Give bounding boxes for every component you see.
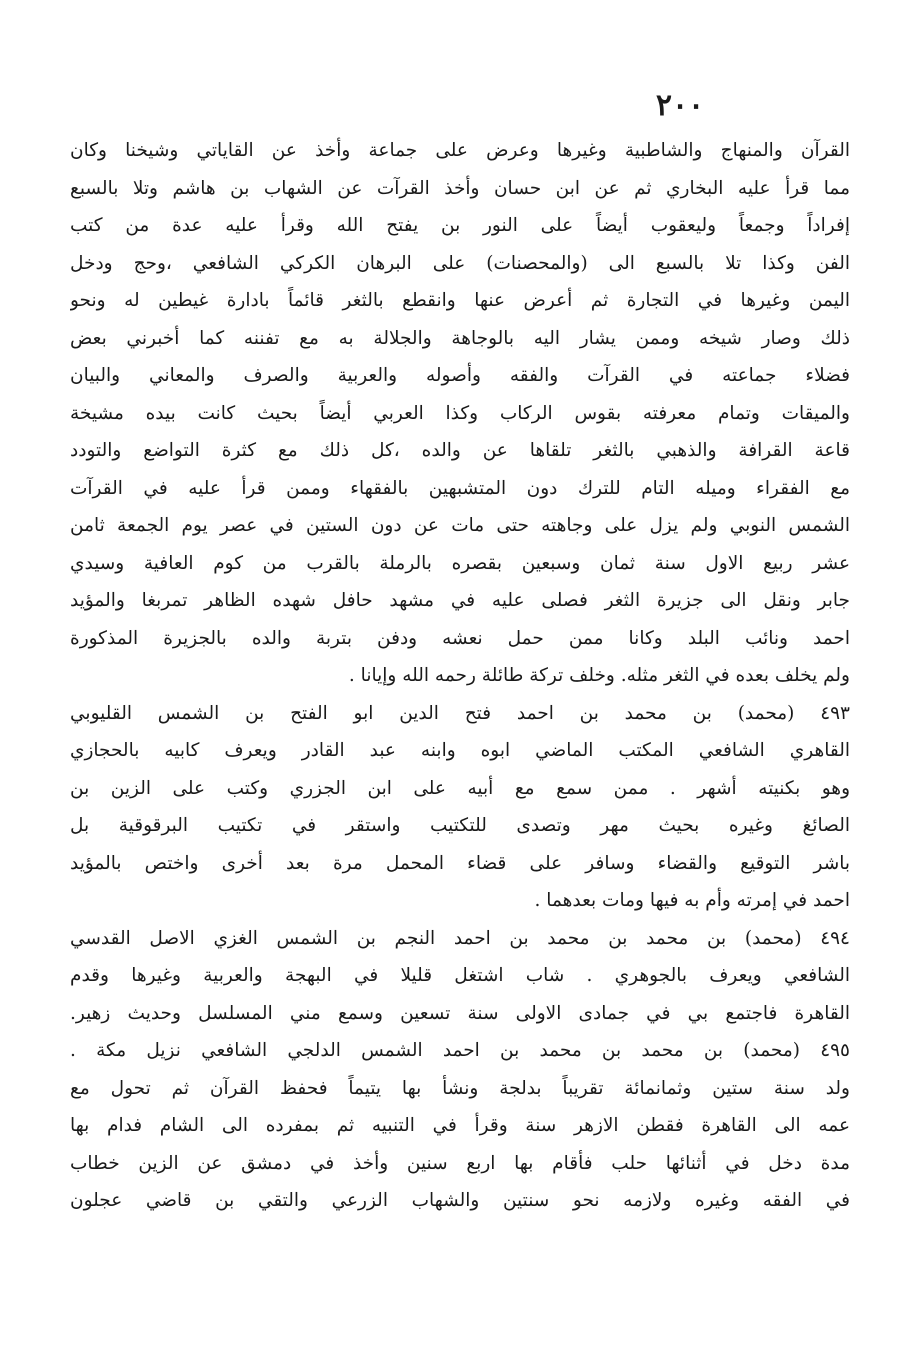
text-line: القرآن والمنهاج والشاطبية وغيرها وعرض على جماعة وأخذ عن القاياتي وشيخنا وكان [70,140,850,161]
text-line: ٤٩٥ (محمد) بن محمد بن محمد بن احمد الشمس الدلجي الشافعي نزيل مكة . [70,1040,850,1061]
text-line: عشر ربيع الاول سنة ثمان وسبعين بقصره بالرملة بالقرب من كوم العافية وسيدي [70,552,850,574]
text-line: ٤٩٣ (محمد) بن محمد بن احمد فتح الدين ابو الفتح بن الشمس القليوبي [70,702,850,724]
text-line: ولد سنة ستين وثمانمائة تقريباً بدلجة ونشأ بها يتيماً فحفظ القرآن ثم تحول مع [70,1077,850,1099]
text-line: إفراداً وجمعاً وليعقوب أيضاً على النور بن يفتح الله وقرأ عليه عدة من كتب [70,215,850,236]
text-line: الصائغ وغيره بحيث مهر وتصدى للتكتيب واستقر في تكتيب البرقوقية بل [70,815,850,836]
text-line: عمه الى القاهرة فقطن الازهر سنة وقرأ في التنبيه ثم بمفرده الى الشام فدام بها [70,1115,850,1136]
text-line: القاهرة فاجتمع بي في جمادى الاولى سنة تسعين وسمع مني المسلسل وحديث زهير. [70,1002,850,1024]
text-line: الشمس النوبي ولم يزل على وجاهته حتى مات عن دون الستين في عصر يوم الجمعة ثامن [70,515,850,536]
text-line: مدة دخل في أثنائها حلب فأقام بها اربع سنين وأخذ في دمشق عن الزين خطاب [70,1152,850,1174]
text-line: ذلك وصار شيخه وممن يشار اليه بالوجاهة والجلالة به مع تفننه كما أخبرني بعض [70,327,850,349]
page-number: ٢٠٠ [655,88,705,123]
text-line: الشافعي ويعرف بالجوهري . شاب اشتغل قليلا في البهجة والعربية وغيرها وقدم [70,965,850,986]
text-line: وهو بكنيته أشهر . ممن سمع مع أبيه على ابن الجزري وكتب على الزين بن [70,777,850,799]
text-line: ولم يخلف بعده في الثغر مثله. وخلف تركة طائلة رحمه الله وإيانا . [348,665,850,686]
text-line: ٤٩٤ (محمد) بن محمد بن محمد بن احمد النجم بن الشمس الغزي الاصل القدسي [70,927,850,949]
text-line: اليمن وغيرها في التجارة ثم أعرض عنها وانقطع بالثغر قائماً بادارة غيطين له ونحو [70,290,850,311]
text-line: والميقات وتمام معرفته بقوس الركاب وكذا العربي أيضاً بحيث كانت بيده مشيخة [70,402,850,424]
text-line: القاهري الشافعي المكتب الماضي ابوه وابنه عبد القادر ويعرف كابيه بالحجازي [70,740,850,761]
text-line: احمد في إمرته وأم به فيها ومات بعدهما . [534,890,850,911]
text-line: الفن وكذا تلا بالسبع الى (والمحصنات) على البرهان الكركي الشافعي ،وحج ودخل [70,252,850,274]
text-line: فضلاء جماعته في القرآت والفقه وأصوله والعربية والصرف والمعاني والبيان [70,365,850,386]
text-line: مع الفقراء وميله التام للترك دون المتشبهين بالفقهاء وممن قرأ عليه في القرآت [70,477,850,499]
text-line: في الفقه وغيره ولازمه نحو سنتين والشهاب الزرعي والتقي بن قاضي عجلون [70,1190,850,1211]
text-line: احمد ونائب البلد وكانا ممن حمل نعشه ودفن بتربة والده بالجزيرة المذكورة [70,627,850,649]
page-text-body [70,132,850,1220]
text-line: قاعة القرافة والذهبي بالثغر تلقاها عن والده ،كل ذلك مع كثرة التواضع والتودد [70,440,850,461]
text-line: جابر ونقل الى جزيرة الثغر فصلى عليه في مشهد حافل شهده الظاهر تمربغا والمؤيد [70,590,850,611]
text-line: باشر التوقيع والقضاء وسافر على قضاء المحمل مرة بعد أخرى واختص بالمؤيد [70,852,850,874]
text-line: مما قرأ عليه البخاري ثم عن ابن حسان وأخذ القرآت عن الشهاب بن هاشم وتلا بالسبع [70,177,850,199]
